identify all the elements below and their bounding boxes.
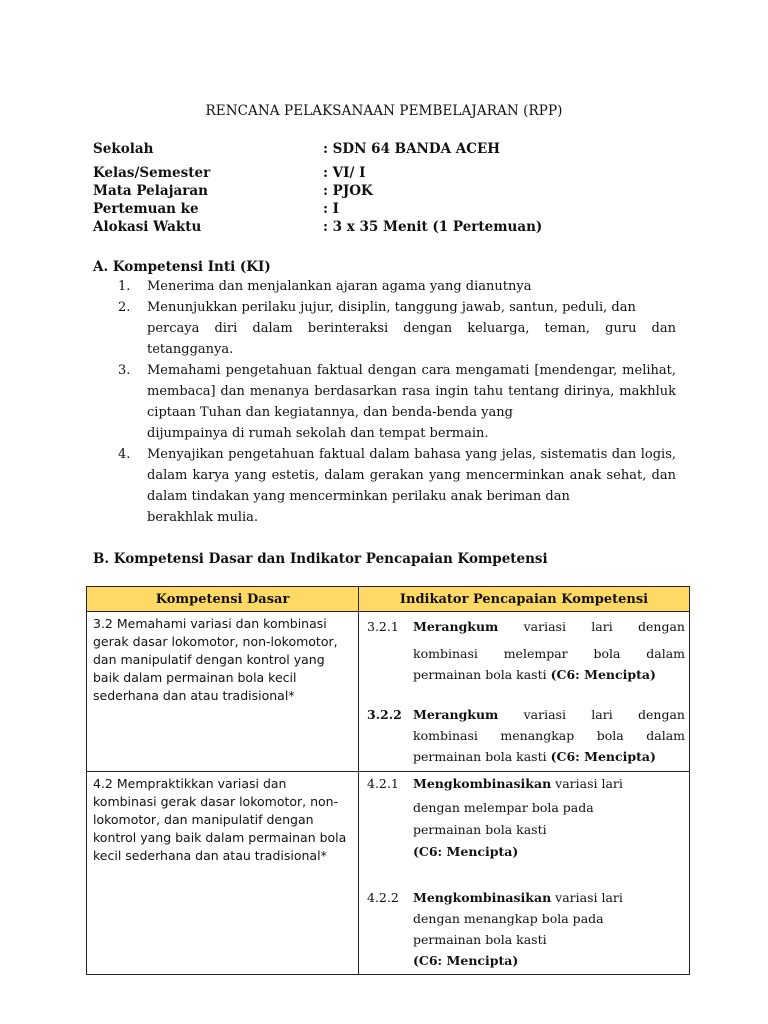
section-b-heading: B. Kompetensi Dasar dan Indikator Pencapaian Kompetensi bbox=[93, 551, 548, 567]
ki-line: membaca] dan menanya berdasarkan rasa ingin tahu tentang dirinya, makhluk bbox=[147, 384, 676, 399]
info-value: : VI/ I bbox=[323, 165, 366, 181]
indicator-level: (C6: Mencipta) bbox=[413, 844, 519, 859]
indicator-text: permainan bola kasti bbox=[413, 749, 547, 764]
ki-number: 2. bbox=[118, 300, 131, 315]
info-label: Pertemuan ke bbox=[93, 201, 199, 217]
ki-line: dalam karya yang estetis, dalam gerakan yang mencerminkan anak sehat, dan bbox=[147, 468, 676, 483]
indicator-item bbox=[359, 887, 689, 971]
kd-ipk-table bbox=[86, 586, 690, 975]
ki-line: Menunjukkan perilaku jujur, disiplin, tanggung jawab, santun, peduli, dan bbox=[147, 300, 636, 315]
info-label: Alokasi Waktu bbox=[93, 219, 202, 235]
indicator-number: 3.2.1 bbox=[367, 619, 399, 634]
info-value: : 3 x 35 Menit (1 Pertemuan) bbox=[323, 219, 543, 235]
ki-item-1 bbox=[118, 276, 676, 297]
indicator-text: permainan bola kasti bbox=[413, 822, 547, 837]
ki-line: dijumpainya di rumah sekolah dan tempat bermain. bbox=[147, 426, 489, 441]
indicator-list bbox=[359, 773, 689, 971]
indicator-level: (C6: Mencipta) bbox=[550, 667, 656, 682]
ki-item-2 bbox=[118, 297, 676, 360]
col-header-indikator: Indikator Pencapaian Kompetensi bbox=[359, 587, 690, 612]
indicator-number: 4.2.1 bbox=[367, 776, 399, 791]
info-label: Mata Pelajaran bbox=[93, 183, 208, 199]
ki-line: berakhlak mulia. bbox=[147, 510, 259, 525]
indicator-level: (C6: Mencipta) bbox=[413, 953, 519, 968]
table-row bbox=[87, 772, 690, 975]
indicator-text: dengan melempar bola pada bbox=[413, 800, 594, 815]
indicator-item bbox=[359, 773, 689, 863]
indicator-verb: Mengkombinasikan bbox=[413, 776, 552, 791]
ki-line: tetangganya. bbox=[147, 342, 234, 357]
col-header-kompetensi-dasar: Kompetensi Dasar bbox=[87, 587, 359, 612]
kd-text: 3.2 Memahami variasi dan kombinasi gerak dasar lokomotor, non-lokomotor, dan manipulatif dengan kontrol yang baik dalam permainan bola kecil sederhana dan atau tradisional* bbox=[93, 616, 338, 703]
ki-line: percaya diri dalam berinteraksi dengan keluarga, teman, guru dan bbox=[147, 321, 676, 336]
ki-line: dalam tindakan yang mencerminkan perilaku anak beriman dan bbox=[147, 489, 570, 504]
ki-line: Memahami pengetahuan faktual dengan cara mengamati [mendengar, melihat, bbox=[147, 363, 676, 378]
ki-line: ciptaan Tuhan dan kegiatannya, dan benda-benda yang bbox=[147, 405, 513, 420]
indicator-text: dengan menangkap bola pada bbox=[413, 911, 604, 926]
ki-number: 4. bbox=[118, 447, 131, 462]
ki-line: Menerima dan menjalankan ajaran agama yang dianutnya bbox=[147, 279, 532, 294]
table-row bbox=[87, 612, 690, 772]
indicator-number: 4.2.2 bbox=[367, 890, 399, 905]
info-label: Sekolah bbox=[93, 141, 154, 157]
indicator-text: permainan bola kasti bbox=[413, 932, 547, 947]
info-value: : SDN 64 BANDA ACEH bbox=[323, 141, 501, 157]
ki-item-3 bbox=[118, 360, 676, 444]
indicator-number: 3.2.2 bbox=[367, 707, 402, 722]
indicator-text: variasi lari dengan bbox=[523, 707, 685, 722]
info-label: Kelas/Semester bbox=[93, 165, 211, 181]
indicator-verb: Mengkombinasikan bbox=[413, 890, 552, 905]
section-a-heading: A. Kompetensi Inti (KI) bbox=[93, 259, 271, 275]
indicator-text: variasi lari bbox=[555, 890, 623, 905]
table-header-row bbox=[87, 587, 690, 612]
indicator-verb: Merangkum bbox=[413, 707, 499, 722]
indicator-text: kombinasi melempar bola dalam bbox=[413, 646, 685, 661]
indicator-text: kombinasi menangkap bola dalam bbox=[413, 728, 685, 743]
indicator-text: permainan bola kasti bbox=[413, 667, 547, 682]
indicator-level: (C6: Mencipta) bbox=[550, 749, 656, 764]
indicator-text: variasi lari dengan bbox=[523, 619, 685, 634]
indicator-item bbox=[359, 704, 689, 767]
indicator-text: variasi lari bbox=[555, 776, 623, 791]
ki-item-4 bbox=[118, 444, 676, 528]
info-value: : I bbox=[323, 201, 339, 217]
kd-text: 4.2 Mempraktikkan variasi dan kombinasi gerak dasar lokomotor, non-lokomotor, dan manipulatif dengan kontrol yang baik dalam permainan bola kecil sederhana dan atau tradisional* bbox=[93, 776, 347, 863]
ki-number: 3. bbox=[118, 363, 131, 378]
document-title: RENCANA PELAKSANAAN PEMBELAJARAN (RPP) bbox=[205, 103, 563, 119]
ki-number: 1. bbox=[118, 279, 131, 294]
indicator-item bbox=[359, 616, 689, 685]
ki-line: Menyajikan pengetahuan faktual dalam bahasa yang jelas, sistematis dan logis, bbox=[147, 447, 676, 462]
info-value: : PJOK bbox=[323, 183, 373, 199]
indicator-verb: Merangkum bbox=[413, 619, 499, 634]
indicator-list bbox=[359, 616, 689, 767]
